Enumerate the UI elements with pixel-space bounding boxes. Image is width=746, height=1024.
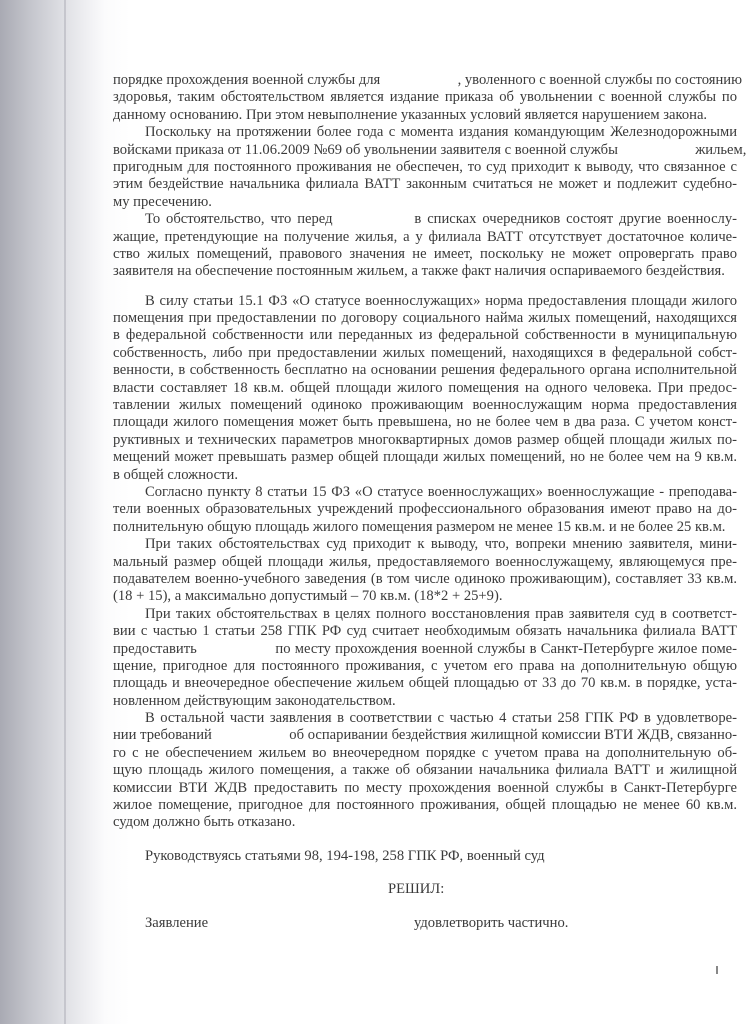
text-segment: площади жилого помещения может быть превышена, но не более чем в два раза. С учетом конст-	[113, 414, 737, 431]
text-segment: То обстоятельство, что перед	[145, 211, 333, 228]
text-segment: полнительную общую площадь жилого помещения размером не менее 15 кв.м. и не более 25 кв.м.	[113, 518, 726, 535]
scan-mark	[716, 966, 718, 974]
paragraph	[113, 211, 737, 281]
guided-by-text: Руководствуясь статьями 98, 194-198, 258 ГПК РФ, военный суд	[145, 847, 545, 864]
text-line	[113, 176, 737, 193]
text-segment: При таких обстоятельствах суд приходит к выводу, что, вопреки мнению заявителя, мини-	[145, 536, 737, 553]
text-line	[113, 484, 737, 501]
decision-heading: РЕШИЛ:	[388, 881, 445, 898]
text-line	[113, 327, 737, 344]
text-segment: заявителя на обеспечение постоянным жильем, а также факт наличия оспариваемого бездействия.	[113, 263, 725, 280]
text-line	[113, 675, 737, 692]
text-segment: тели военных образовательных учреждений профессионального образования имеют право на до-	[113, 501, 737, 518]
text-line	[113, 727, 737, 744]
text-line	[113, 124, 737, 141]
text-segment: щую площадь жилого помещения, а также об обязании начальника филиала ВАТТ и жилищной	[113, 762, 737, 779]
text-segment: руктивных и технических параметров многоквартирных домов размер общей площади жилых по-	[113, 431, 737, 448]
scan-fold-shadow	[64, 0, 66, 1024]
text-segment: жильем,	[695, 141, 746, 158]
ruling-row	[113, 915, 737, 932]
text-line	[113, 658, 737, 675]
text-line	[113, 229, 737, 246]
text-line	[113, 246, 737, 263]
text-line	[113, 72, 742, 89]
text-line	[113, 194, 737, 211]
text-segment: мещений может превышать размер общей площади жилых помещений, но не более чем на 9 кв.м.	[113, 449, 737, 466]
text-line	[113, 623, 737, 640]
text-segment: , уволенного с военной службы по состоянию	[457, 72, 742, 88]
text-line	[113, 141, 746, 159]
document-body	[113, 72, 746, 932]
text-segment: собственность, либо при предоставлении жилых помещений, находящихся в федеральной собст-	[113, 344, 737, 361]
text-segment: судом должно быть отказано.	[113, 814, 296, 831]
paragraph	[113, 710, 737, 832]
text-segment: власти составляет 18 кв.м. общей площади жилого помещения на одного человека. При предос-	[113, 379, 737, 396]
text-line	[113, 89, 737, 106]
text-segment: войсками приказа от 11.06.2009 №69 об увольнении заявителя с военной службы	[113, 141, 618, 158]
text-segment: жащие, претендующие на получение жилья, а у филиала ВАТТ отсутствует достаточное количе-	[113, 228, 737, 245]
text-line	[113, 345, 737, 362]
text-segment: щение, пригодное для постоянного проживания, с учетом его права на дополнительную общую	[113, 657, 737, 674]
text-segment: площадь и внеочередное обеспечение жильем общей площадью от 33 до 70 кв.м. в порядке, уста-	[113, 675, 737, 692]
closing-block	[113, 848, 737, 932]
text-segment: В остальной части заявления в соответствии с частью 4 статьи 258 ГПК РФ в удовлетворе-	[145, 710, 737, 727]
paragraph-spacer	[113, 281, 737, 293]
decision-row	[113, 881, 737, 898]
text-segment: В силу статьи 15.1 ФЗ «О статусе военнослужащих» норма предоставления площади жилого	[145, 292, 737, 309]
text-segment: помещения при предоставлении по договору социального найма жилых помещений, находящихся	[113, 310, 737, 327]
text-segment: этим бездействие начальника филиала ВАТТ законным считаться не может и подлежит судебно-	[113, 176, 737, 193]
text-line	[113, 571, 737, 588]
text-line	[113, 414, 737, 431]
text-segment: Согласно пункту 8 статьи 15 ФЗ «О статусе военнослужащих» военнослужащие - преподава-	[145, 483, 737, 500]
text-line	[113, 159, 737, 176]
text-segment: му пресечению.	[113, 193, 212, 210]
text-line	[113, 362, 737, 379]
text-segment: комиссии ВТИ ЖДВ предоставить по месту прохождения военной службы в Санкт-Петербурге	[113, 779, 737, 796]
paragraph	[113, 536, 737, 606]
text-segment: При таких обстоятельствах в целях полного восстановления прав заявителя суд в соответст-	[145, 605, 737, 622]
text-line	[113, 536, 737, 553]
text-line	[113, 780, 737, 797]
paragraph	[113, 72, 742, 124]
text-segment: по месту прохождения военной службы в Санкт-Петербурге жилое поме-	[275, 640, 738, 657]
text-line	[113, 710, 737, 727]
body-text	[113, 72, 746, 832]
text-line	[113, 211, 737, 228]
text-line	[113, 745, 737, 762]
ruling-subject: Заявление	[145, 914, 209, 931]
paragraph	[113, 484, 737, 536]
text-line	[113, 107, 737, 124]
text-line	[113, 762, 737, 779]
text-segment: порядке прохождения военной службы для	[113, 72, 381, 88]
text-line	[113, 693, 737, 710]
paragraph	[113, 124, 746, 211]
text-segment: Поскольку на протяжении более года с момента издания командующим Железнодорожными	[145, 124, 737, 141]
paragraph	[113, 293, 737, 484]
text-segment: в федеральной собственности или переданных из федеральной собственности в муниципальную	[113, 327, 737, 344]
text-line	[113, 606, 737, 623]
guided-by-row	[113, 848, 737, 865]
text-line	[113, 293, 737, 310]
text-line	[113, 641, 737, 658]
text-segment: тавлении жилых помещений одиноко проживающим военнослужащим норма предоставления	[113, 397, 737, 414]
text-segment: жилое помещение, пригодное для постоянного проживания, общей площадью не менее 60 кв.м.	[113, 797, 737, 814]
text-line	[113, 432, 737, 449]
text-line	[113, 814, 737, 831]
paragraph	[113, 606, 737, 710]
text-line	[113, 449, 737, 466]
text-segment: здоровья, таким обстоятельством является издание приказа об увольнении с военной службы по	[113, 89, 737, 106]
text-segment: пригодным для постоянного проживания не обеспечен, то суд приходит к выводу, что связанное с	[113, 158, 737, 175]
text-line	[113, 380, 737, 397]
text-segment: в списках очередников состоят другие военнослу-	[414, 211, 737, 228]
text-segment: об оспаривании бездействия жилищной комиссии ВТИ ЖДВ, связанно-	[289, 727, 737, 744]
text-segment: го с не обеспечением жильем во внеочередном порядке с учетом права на дополнительную об-	[113, 744, 737, 761]
text-line	[113, 467, 737, 484]
text-line	[113, 797, 737, 814]
text-line	[113, 554, 737, 571]
text-line	[113, 519, 737, 536]
text-segment: нии требований	[113, 727, 212, 744]
text-segment: данному основанию. При этом невыполнение указанных условий является нарушением закона.	[113, 106, 708, 123]
text-segment: предоставить	[113, 640, 197, 657]
text-line	[113, 310, 737, 327]
text-line	[113, 397, 737, 414]
text-segment: ство жилых помещений, правового значения не имеет, поскольку не может опровергать право	[113, 245, 737, 262]
text-segment: мальный размер общей площади жилья, предоставляемого военнослужащему, являющемуся пре-	[113, 553, 737, 570]
text-line	[113, 501, 737, 518]
text-segment: в общей сложности.	[113, 466, 238, 483]
ruling-outcome: удовлетворить частично.	[414, 914, 569, 931]
text-segment: подавателем военно-учебного заведения (в том числе одиноко проживающим), составляет 33 кв.м.	[113, 570, 737, 587]
text-line	[113, 588, 737, 605]
text-segment: венности, в собственность бесплатно на основании решения федерального органа исполнительной	[113, 362, 737, 379]
text-segment: вии с частью 1 статьи 258 ГПК РФ суд считает необходимым обязать начальника филиала ВАТТ	[113, 623, 737, 640]
text-segment: новленном действующим законодательством.	[113, 692, 396, 709]
text-segment: (18 + 15), а максимально допустимый – 70 кв.м. (18*2 + 25+9).	[113, 588, 503, 605]
text-line	[113, 263, 737, 280]
